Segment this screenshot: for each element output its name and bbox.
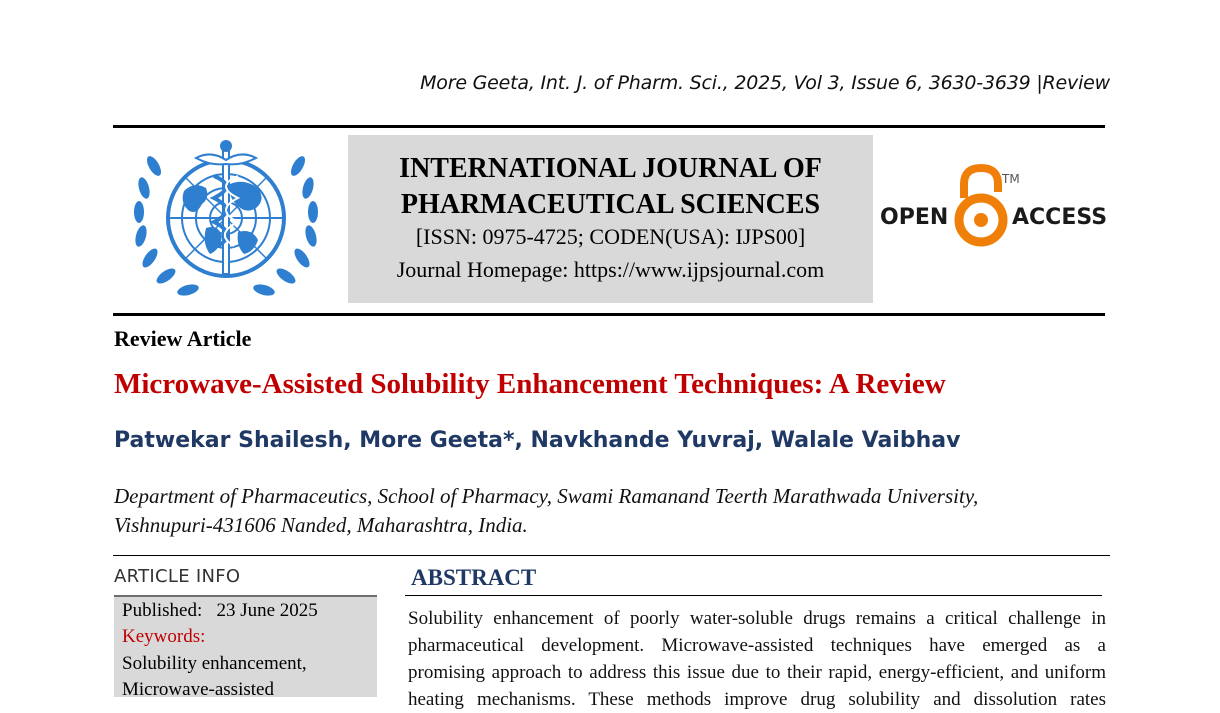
abstract-line: promising approach to address this issue due to their rapid, energy-efficient, and uniform xyxy=(408,662,1106,683)
abstract-rule xyxy=(405,595,1102,596)
keywords-label: Keywords: xyxy=(122,626,206,647)
section-divider xyxy=(113,555,1110,556)
affiliation-line1: Department of Pharmaceutics, School of Pharmacy, Swami Ramanand Teerth Marathwada University, xyxy=(114,484,979,508)
journal-issn: [ISSN: 0975-4725; CODEN(USA): IJPS00] xyxy=(415,224,806,249)
published-label: Published: xyxy=(122,600,203,621)
abstract-line: pharmaceutical development. Microwave-assisted techniques have emerged as a xyxy=(408,635,1106,656)
article-info-heading: ARTICLE INFO xyxy=(114,566,241,587)
journal-name-line2: PHARMACEUTICAL SCIENCES xyxy=(400,189,821,220)
open-lock-icon xyxy=(959,168,1003,242)
abstract-body xyxy=(408,605,1106,713)
keyword-item: Microwave-assisted xyxy=(122,679,274,700)
affiliation-line2: Vishnupuri-431606 Nanded, Maharashtra, India. xyxy=(114,513,528,537)
abstract-line: Solubility enhancement of poorly water-soluble drugs remains a critical challenge in xyxy=(408,608,1106,629)
author-list: Patwekar Shailesh, More Geeta*, Navkhande Yuvraj, Walale Vaibhav xyxy=(114,428,961,453)
published-date: 23 June 2025 xyxy=(216,600,318,621)
trademark-mark: TM xyxy=(1002,172,1020,186)
open-access-logo xyxy=(880,164,1110,254)
abstract-line: heating mechanisms. These methods improve drug solubility and dissolution rates xyxy=(408,689,1106,710)
citation-header: More Geeta, Int. J. of Pharm. Sci., 2025, Vol 3, Issue 6, 3630-3639 |Review xyxy=(420,72,1110,94)
open-access-right-text: ACCESS xyxy=(1012,205,1108,230)
article-info-box xyxy=(114,595,377,700)
journal-emblem-logo xyxy=(126,136,326,306)
affiliation xyxy=(114,482,1074,540)
journal-name-line1: INTERNATIONAL JOURNAL OF xyxy=(399,153,822,184)
journal-info-box xyxy=(348,135,873,303)
published-row xyxy=(122,600,318,622)
open-access-left-text: OPEN xyxy=(880,205,949,230)
journal-homepage-link[interactable]: Journal Homepage: https://www.ijpsjournal.com xyxy=(396,257,825,282)
article-type-label: Review Article xyxy=(114,326,252,351)
keyword-item: Solubility enhancement, xyxy=(122,653,307,674)
header-bottom-rule xyxy=(113,313,1105,316)
article-title: Microwave-Assisted Solubility Enhancement Techniques: A Review xyxy=(114,368,946,400)
top-rule xyxy=(113,125,1105,128)
abstract-heading: ABSTRACT xyxy=(411,565,537,590)
journal-name xyxy=(348,151,873,223)
